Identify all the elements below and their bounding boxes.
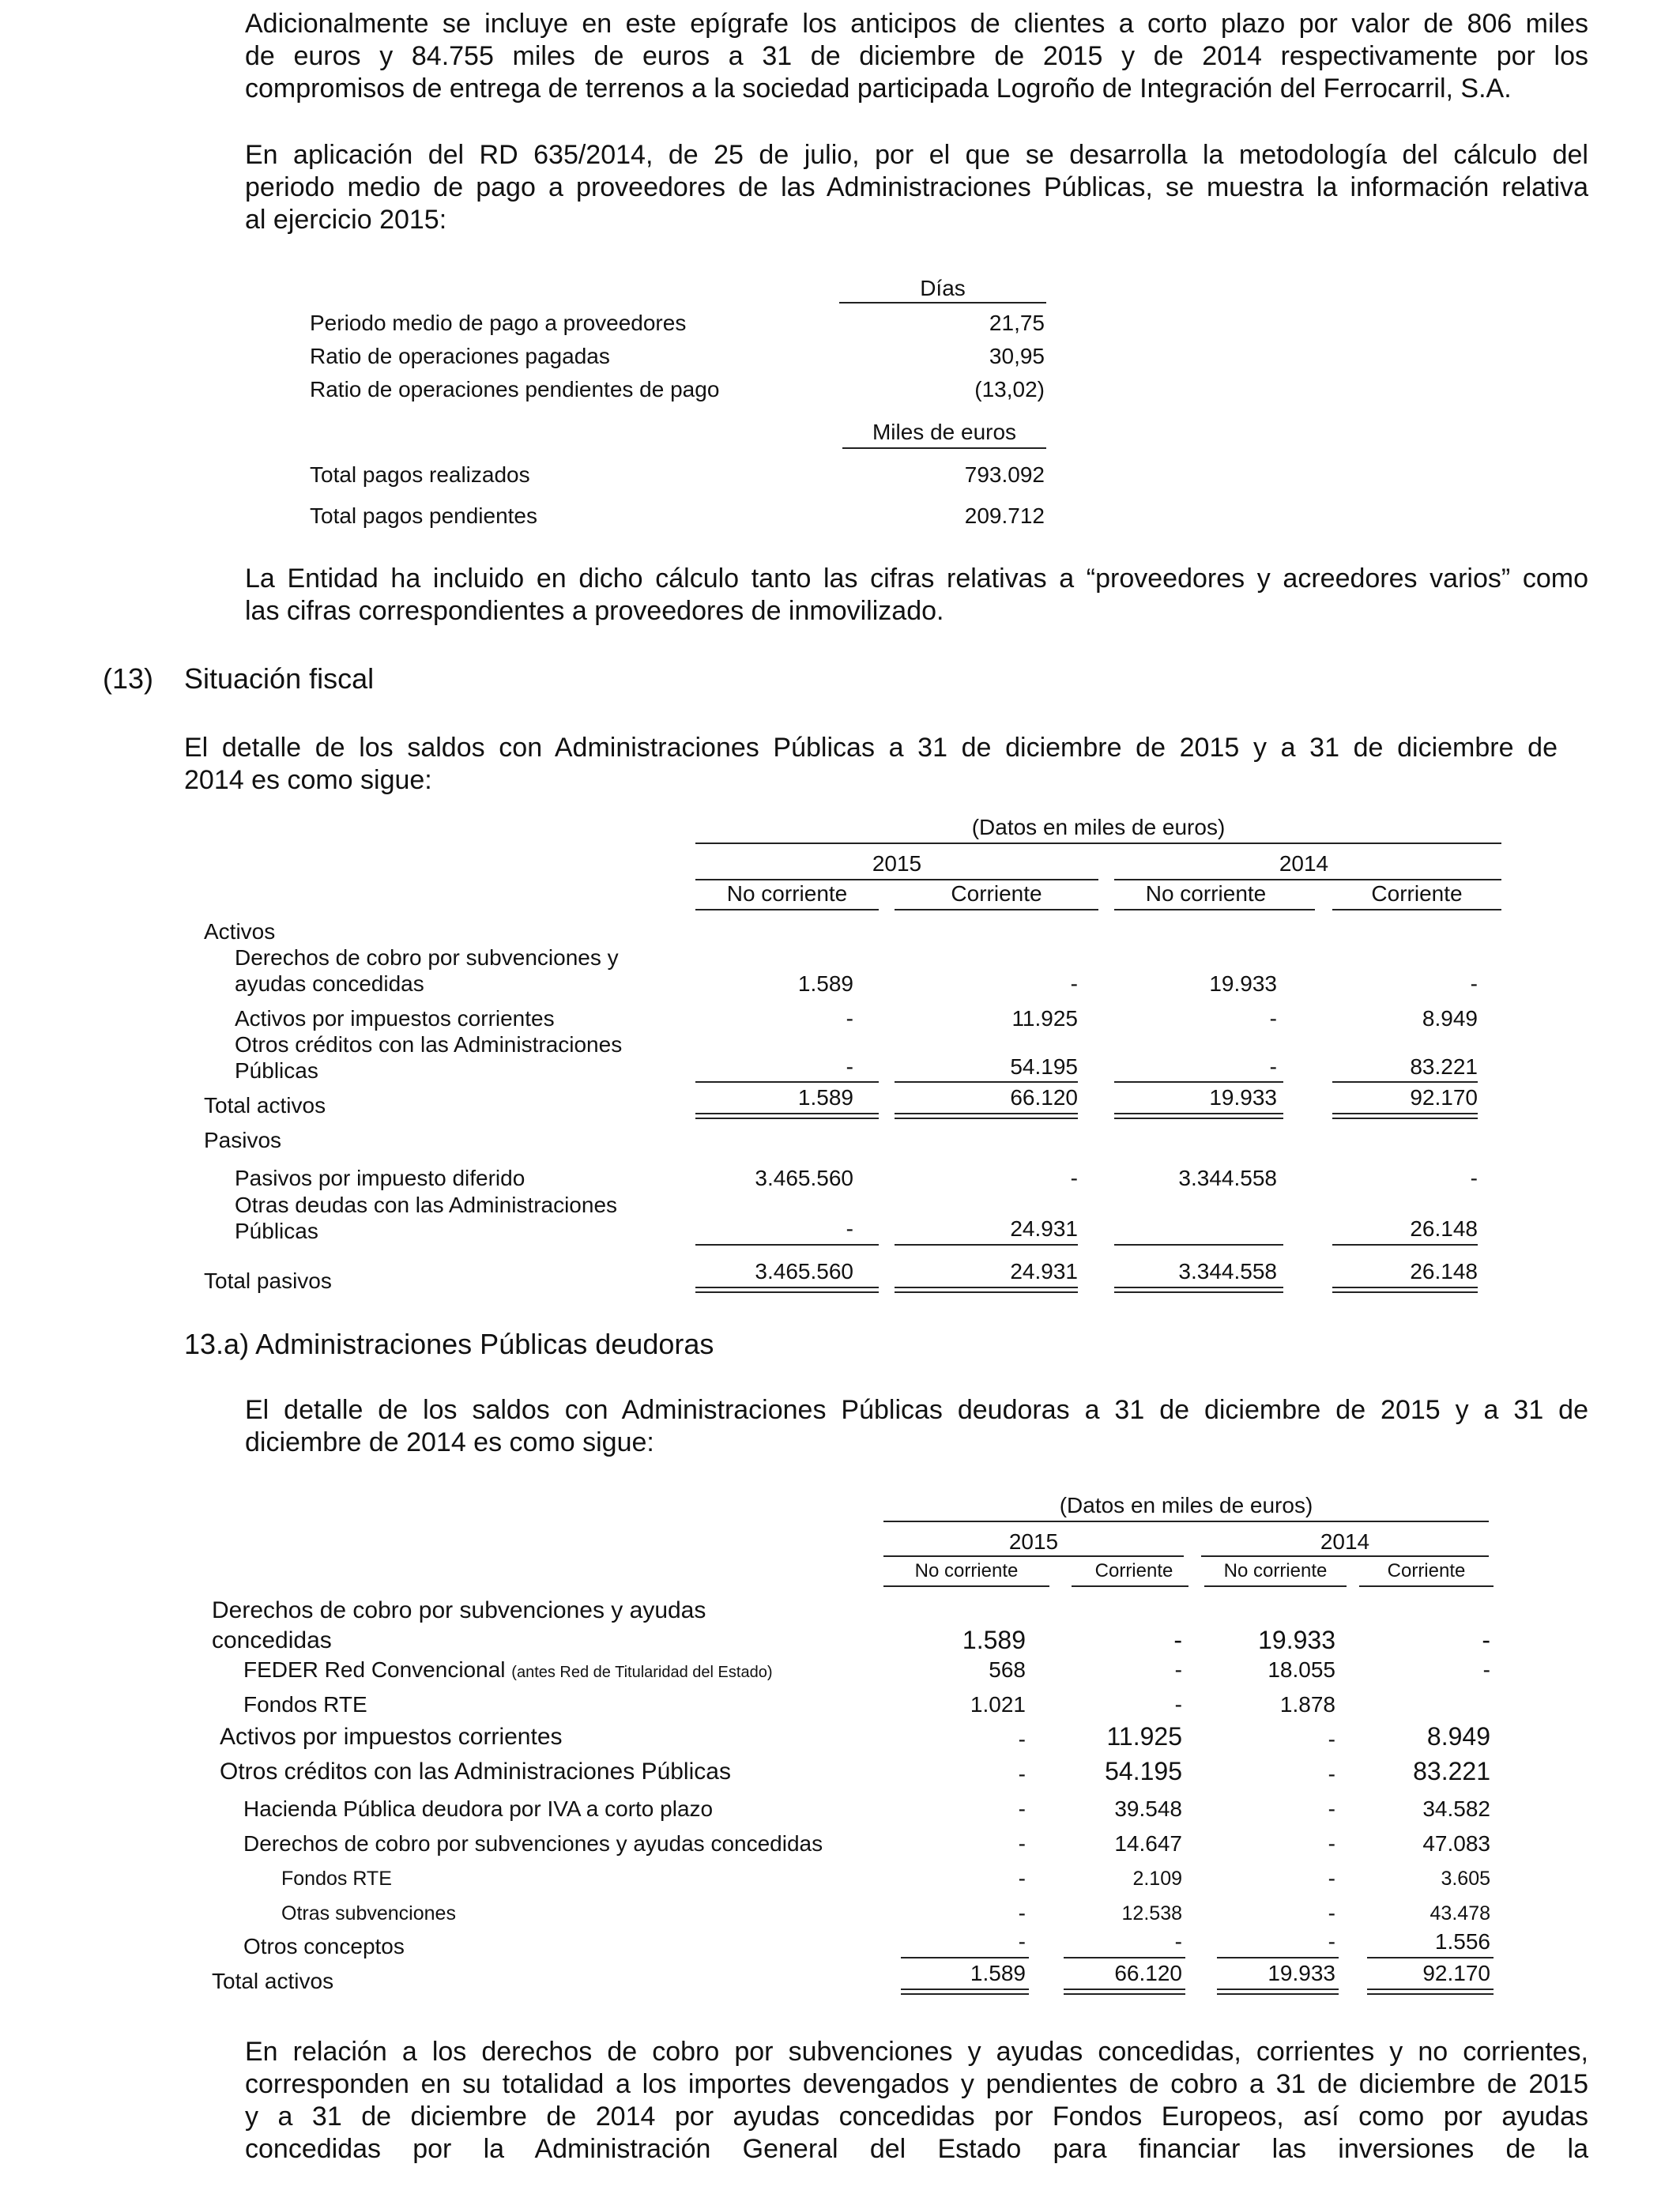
column-underline [895,909,1098,910]
cell: 14.647 [1114,1831,1182,1856]
total-cell: 19.933 [1268,1961,1335,1985]
row-label: Otros créditos con las Administraciones Públicas [220,1759,731,1785]
subtotal-line [1332,1081,1478,1083]
total-double-line [1114,1287,1283,1293]
subtotal-line [1332,1244,1478,1246]
cell: 3.605 [1441,1868,1490,1890]
row-label: Otras subvenciones [281,1902,456,1924]
row-label: Activos por impuestos corrientes [235,1006,555,1031]
cell: - [1328,1762,1335,1786]
paragraph-derechos-cobro [245,2036,1588,2166]
subtotal-line [1064,1957,1185,1958]
paragraph-line: compromisos de entrega de terrenos a la sociedad participada Logroño de Integración del Ferrocarril, S.A. [245,74,1512,104]
cell: - [1174,1929,1182,1954]
total-cell: 19.933 [1209,1085,1277,1110]
column-underline [1114,909,1315,910]
year-header: 2014 [1320,1529,1370,1554]
cell: - [846,1054,853,1079]
cell: 11.925 [1011,1006,1078,1031]
total-cell: 1.589 [970,1961,1026,1985]
subtotal-line [901,1957,1029,1958]
cell: - [1070,1166,1078,1190]
paragraph-calculo [245,563,1588,628]
column-header: No corriente [1223,1560,1328,1581]
pmp-value: 793.092 [964,462,1045,487]
row-label: Pasivos por impuesto diferido [235,1166,525,1190]
cell: 11.925 [1106,1722,1182,1751]
column-underline [883,1585,1049,1587]
row-label: Públicas [235,1058,318,1083]
cell: - [1328,1727,1335,1751]
paragraph-line: periodo medio de pago a proveedores de las Administraciones Públicas, se muestra la información relativa [245,172,1588,202]
cell: - [1018,1762,1026,1786]
cell: - [1328,1866,1335,1891]
subtotal-line [1217,1957,1339,1958]
total-double-line [695,1287,879,1293]
paragraph-detalle [184,732,1558,797]
cell: 3.344.558 [1178,1166,1277,1190]
total-cell: 66.120 [1010,1085,1078,1110]
cell: - [1018,1727,1026,1751]
paragraph-line: corresponden en su totalidad a los importes devengados y pendientes de cobro a 31 de diciembre de 2015 [245,2069,1588,2099]
dias-underline [839,302,1046,303]
total-double-line [1332,1287,1478,1293]
paragraph-line: En aplicación del RD 635/2014, de 25 de julio, por el que se desarrolla la metodología del cálculo del [245,140,1588,170]
total-double-line [1064,1989,1185,1995]
subtotal-line [895,1081,1078,1083]
year-header: 2015 [1008,1529,1059,1554]
cell: - [1328,1929,1335,1954]
cell: 12.538 [1121,1902,1182,1924]
cell: - [1018,1866,1026,1891]
total-double-line [1332,1113,1478,1119]
cell: 1.589 [797,971,853,996]
cell: - [1328,1831,1335,1856]
total-double-line [1217,1989,1339,1995]
cell: 1.878 [1279,1692,1335,1717]
subtotal-line [895,1244,1078,1246]
column-header: No corriente [914,1560,1019,1581]
total-cell: 92.170 [1422,1961,1490,1985]
row-label: ayudas concedidas [235,971,424,996]
subtotal-line [1367,1957,1494,1958]
total-cell: 3.465.560 [755,1259,853,1284]
paragraph-line: las cifras correspondientes a proveedores de inmovilizado. [245,596,944,626]
cell: - [1328,1796,1335,1821]
cell: 34.582 [1422,1796,1490,1821]
year-underline [883,1555,1184,1557]
row-label: Derechos de cobro por subvenciones y [235,945,619,970]
total-label: Total activos [212,1969,334,1993]
dias-header: Días [920,276,966,300]
paragraph-line: El detalle de los saldos con Administraciones Públicas deudoras a 31 de diciembre de 2015 y a 31 de [245,1395,1588,1425]
total-cell: 26.148 [1410,1259,1478,1284]
paragraph-rd635 [245,139,1588,236]
row-label: Hacienda Pública deudora por IVA a corto plazo [243,1796,714,1821]
pmp-value: 209.712 [964,503,1045,528]
group-label: Activos [204,919,276,944]
table-caption: (Datos en miles de euros) [971,815,1226,839]
cell: - [1018,1901,1026,1925]
cell: 24.931 [1010,1216,1078,1241]
miles-underline [842,447,1046,449]
cell: 8.949 [1422,1006,1478,1031]
cell: - [1174,1692,1182,1717]
total-double-line [895,1287,1078,1293]
row-label: Públicas [235,1219,318,1243]
subtotal-line [695,1244,879,1246]
cell: 1.556 [1434,1929,1490,1954]
paragraph-line: La Entidad ha incluido en dicho cálculo tanto las cifras relativas a “proveedores y acreedores varios” como [245,564,1588,594]
cell: - [846,1216,853,1241]
total-double-line [895,1113,1078,1119]
paragraph-line: concedidas por la Administración General del Estado para financiar las inversiones de la [245,2134,1588,2164]
cell: 2.109 [1132,1868,1182,1890]
row-label: Derechos de cobro por subvenciones y ayudas [212,1597,706,1623]
section-number: (13) [103,662,154,695]
subtotal-line [1114,1244,1283,1246]
cell: 19.933 [1209,971,1277,996]
total-cell: 1.589 [797,1085,853,1110]
cell: - [846,1006,853,1031]
pmp-value: (13,02) [974,377,1045,401]
row-label: Derechos de cobro por subvenciones y ayudas concedidas [243,1831,823,1856]
row-label: Activos por impuestos corrientes [220,1724,563,1750]
paragraph-line: de euros y 84.755 miles de euros a 31 de diciembre de 2015 y de 2014 respectivamente por los [245,41,1588,71]
row-label-note: (antes Red de Titularidad del Estado) [511,1664,773,1681]
pmp-label: Periodo medio de pago a proveedores [310,311,687,335]
cell: 39.548 [1114,1796,1182,1821]
paragraph-line: En relación a los derechos de cobro por subvenciones y ayudas concedidas, corrientes y no corrientes, [245,2037,1588,2067]
cell: - [1018,1796,1026,1821]
caption-underline [883,1521,1489,1522]
total-cell: 66.120 [1114,1961,1182,1985]
total-double-line [1114,1113,1283,1119]
paragraph-line: 2014 es como sigue: [184,765,432,795]
column-underline [1072,1585,1188,1587]
cell: - [1018,1831,1026,1856]
group-label: Pasivos [204,1128,282,1152]
row-label [243,1657,772,1686]
cell: 8.949 [1426,1722,1490,1751]
year-header: 2015 [872,851,922,876]
cell: 83.221 [1413,1757,1490,1785]
cell: - [1328,1901,1335,1925]
total-cell: 3.344.558 [1178,1259,1277,1284]
year-header: 2014 [1279,851,1329,876]
column-underline [1359,1585,1494,1587]
column-header: No corriente [1145,881,1267,906]
cell: - [1269,1054,1277,1079]
cell: - [1482,1626,1490,1654]
row-label: concedidas [212,1627,332,1653]
section-title: Situación fiscal [184,662,375,695]
subtotal-line [695,1081,879,1083]
cell: - [1174,1657,1182,1682]
column-header: Corriente [1094,1560,1173,1581]
pmp-label: Ratio de operaciones pagadas [310,344,610,368]
miles-header: Miles de euros [872,420,1017,444]
cell: 1.021 [970,1692,1026,1717]
cell: 1.589 [962,1626,1026,1654]
cell: - [1018,1929,1026,1954]
paragraph-detalle-deudoras [245,1394,1588,1459]
cell: 3.465.560 [755,1166,853,1190]
column-header: Corriente [1387,1560,1466,1581]
column-underline [695,909,879,910]
cell: 19.933 [1258,1626,1335,1654]
column-header: Corriente [1371,881,1463,906]
pmp-label: Total pagos pendientes [310,503,537,528]
cell: 43.478 [1430,1902,1490,1924]
paragraph-line: Adicionalmente se incluye en este epígrafe los anticipos de clientes a corto plazo por valor de 806 miles [245,9,1588,39]
cell: 26.148 [1410,1216,1478,1241]
total-label: Total activos [204,1093,326,1118]
paragraph-line: El detalle de los saldos con Administraciones Públicas a 31 de diciembre de 2015 y a 31 de diciembre de [184,733,1558,763]
cell: - [1173,1626,1182,1654]
pmp-value: 30,95 [989,344,1045,368]
row-label-text: FEDER Red Convencional [243,1657,506,1682]
pmp-value: 21,75 [989,311,1045,335]
cell: 83.221 [1410,1054,1478,1079]
total-cell: 92.170 [1410,1085,1478,1110]
cell: - [1470,1166,1478,1190]
row-label: Fondos RTE [281,1868,392,1890]
total-double-line [695,1113,879,1119]
caption-underline [695,843,1501,844]
cell: 18.055 [1268,1657,1335,1682]
cell: 47.083 [1422,1831,1490,1856]
total-double-line [901,1989,1029,1995]
column-header: Corriente [951,881,1042,906]
cell: 54.195 [1105,1757,1182,1785]
table-caption: (Datos en miles de euros) [1059,1493,1313,1517]
cell: - [1482,1657,1490,1682]
row-label: Otros créditos con las Administraciones [235,1032,623,1057]
paragraph-line: diciembre de 2014 es como sigue: [245,1427,654,1457]
pmp-label: Ratio de operaciones pendientes de pago [310,377,720,401]
column-underline [1204,1585,1347,1587]
row-label: Fondos RTE [243,1692,367,1717]
column-underline [1332,909,1501,910]
row-label: Otros conceptos [243,1934,405,1958]
paragraph-line: al ejercicio 2015: [245,205,447,235]
cell: - [1470,971,1478,996]
total-cell: 24.931 [1010,1259,1078,1284]
cell: 54.195 [1010,1054,1078,1079]
paragraph-anticipos [245,8,1588,105]
paragraph-line: y a 31 de diciembre de 2014 por ayudas concedidas por Fondos Europeos, así como por ayudas [245,2102,1588,2132]
row-label: Otras deudas con las Administraciones [235,1193,618,1217]
pmp-label: Total pagos realizados [310,462,530,487]
cell: - [1070,971,1078,996]
year-underline [1201,1555,1489,1557]
total-double-line [1367,1989,1494,1995]
total-label: Total pasivos [204,1269,332,1293]
column-header: No corriente [726,881,848,906]
cell: - [1269,1006,1277,1031]
subsection-title: 13.a) Administraciones Públicas deudoras [184,1328,714,1360]
cell: 568 [989,1657,1026,1682]
subtotal-line [1114,1081,1283,1083]
